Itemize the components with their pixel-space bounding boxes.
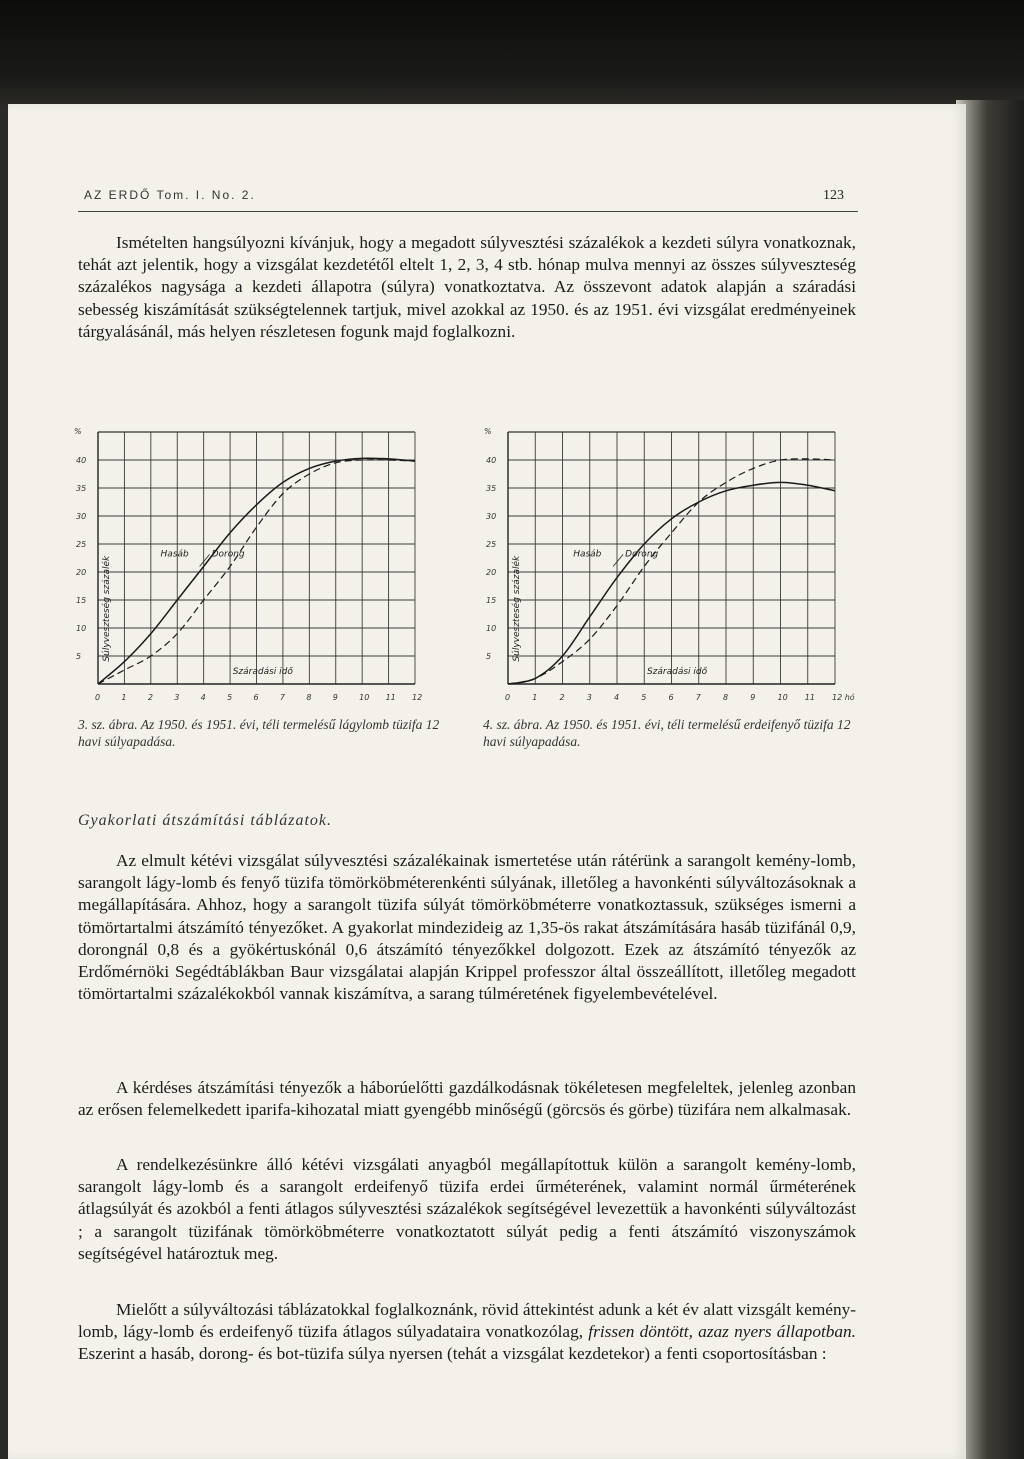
paragraph-5-end: Eszerint a hasáb, dorong- és bot-tüzifa súlya nyersen (tehát a vizsgálat kezdetekor) a fenti csoportosításban : [78, 1344, 827, 1364]
x-tick-label: 3 [174, 693, 180, 702]
x-tick-label: 12 hó [832, 693, 855, 702]
x-tick-label: 10 [777, 693, 788, 702]
y-unit-label: % [74, 427, 82, 436]
y-axis-label: Súlyveszteség százalék [102, 555, 112, 662]
x-axis-label: Száradási idő [646, 666, 708, 677]
x-tick-label: 2 [559, 693, 565, 702]
x-tick-label: 0 [95, 693, 101, 702]
y-tick-label: 15 [76, 596, 87, 605]
x-tick-label: 6 [668, 693, 674, 702]
chart-grid [98, 432, 415, 684]
x-tick-label: 4 [200, 693, 206, 702]
x-tick-label: 9 [332, 693, 338, 702]
paragraph-3: A kérdéses átszámítási tényezők a háborúelőtti gazdálkodásnak tökéletesen megfeleltek, jelenleg azonban az erősen felemelkedett iparifa-kihozatal miatt gyengébb minőségű (görcsös és görbe) tüzifára nem alkalmasak. [78, 1078, 856, 1120]
paragraph-1: Ismételten hangsúlyozni kívánjuk, hogy a megadott súlyvesztési százalékok a kezdeti súlyra vonatkoznak, tehát azt jelentik, hogy a vizsgálat kezdetétől eltelt 1, 2, 3, 4 stb. hónap mulva mennyi az összes súlyveszteség százalékos nagysága a kezdeti állapotra (súlyra) vonatkoztatva. Az összevont adatok alapján a száradási sebesség kiszámítását szükségtelennek tartjuk, mivel azokkal az 1950. és az 1951. évi vizsgálat eredményeinek tárgyalásánál, más helyen részletesen fogunk majd foglalkozni. [78, 233, 856, 341]
dorong-leader-line [613, 554, 623, 566]
figure-4-caption: 4. sz. ábra. Az 1950. és 1951. évi, téli termelésű erdeifenyő tüzifa 12 havi súlyapadása. [483, 717, 851, 749]
series-label-dorong: Dorong [625, 549, 659, 560]
journal-title: AZ ERDŐ Tom. I. No. 2. [84, 188, 256, 202]
y-tick-label: 20 [486, 568, 497, 577]
y-tick-label: 5 [76, 652, 82, 661]
x-tick-label: 8 [306, 693, 312, 702]
x-tick-label: 9 [750, 693, 756, 702]
x-tick-label: 5 [227, 693, 233, 702]
section-heading: Gyakorlati átszámítási táblázatok. [78, 812, 332, 829]
chart-grid [508, 432, 835, 684]
x-tick-label: 11 [385, 693, 396, 702]
x-tick-label: 5 [641, 693, 647, 702]
series-label-dorong: Dorong [211, 549, 245, 560]
figure-3-chart [68, 422, 448, 712]
x-tick-label: 7 [279, 693, 286, 702]
paragraph-5 [78, 1299, 856, 1366]
x-tick-label: 10 [359, 693, 370, 702]
paragraph-2: Az elmult kétévi vizsgálat súlyvesztési százalékainak ismertetése után rátérünk a sarangolt kemény-lomb, sarangolt lágy-lomb és fenyő tüzifa tömörköbméterenkénti súlyának, illetőleg a havonkénti súlyváltozásoknak a megállapítására. Ahhoz, hogy a sarangolt tüzifa súlyát tömörköbméterre vonatkoztassuk, szükséges ismerni a tömörtartalmi átszámító tényezőket. A gyakorlat mindezideig az 1,35-ös rakat átszámítására hasáb tüzifánál 0,9, dorongnál 0,8 és a gyökértuskónál 0,6 átszámító tényezőkkel dolgozott. Ezek az átszámító tényezők az Erdőmérnöki Segédtáblákban Baur vizsgálatai alapján Krippel professzor által összeállított, illetőleg megadott tömörtartalmi százalékokból vannak kiszámítva, a sarang túlméretének figyelembevételével. [78, 851, 856, 1004]
x-tick-label: 12 [412, 693, 423, 702]
x-axis-label: Száradási idő [232, 666, 293, 677]
book-page [8, 104, 966, 1459]
x-tick-label: 11 [804, 693, 815, 702]
paragraph-5-start: Mielőtt a súlyváltozási táblázatokkal foglalkoznánk, rövid áttekintést adunk a két év alatt vizsgált kemény-lomb, lágy-lomb és erdeifenyő tüzifa átlagos súlyadataira vonatkozólag, [78, 1300, 856, 1342]
x-tick-label: 7 [695, 693, 701, 702]
x-tick-label: 8 [723, 693, 729, 702]
x-tick-label: 4 [614, 693, 620, 702]
x-tick-label: 1 [121, 693, 127, 702]
y-tick-label: 40 [76, 456, 87, 465]
x-tick-label: 3 [586, 693, 592, 702]
y-tick-label: 35 [76, 484, 87, 493]
y-tick-label: 15 [486, 596, 497, 605]
figure-4-chart [478, 422, 878, 712]
y-tick-label: 30 [76, 512, 87, 521]
x-tick-label: 2 [147, 693, 153, 702]
header-rule [78, 211, 858, 212]
paragraph-4: A rendelkezésünkre álló kétévi vizsgálati anyagból megállapítottuk külön a sarangolt kemény-lomb, sarangolt lágy-lomb és a sarangolt erdeifenyő tüzifa erdei űrméterének, valamint normál űrméterének átlagsúlyát és azokból a fenti átlagos súlyvesztési százalékok segítségével levezettük a havonkénti súlyváltozást ; a sarangolt tüzifának tömörköbméterre vonatkoztatott súlyát pedig a fenti átszámító viszonyszámok segítségével határoztuk meg. [78, 1155, 856, 1263]
y-tick-label: 25 [486, 540, 497, 549]
series-label-hasab: Hasáb [573, 549, 602, 560]
running-head [84, 188, 856, 202]
y-unit-label: % [484, 427, 492, 436]
x-tick-label: 0 [505, 693, 511, 702]
y-tick-label: 5 [486, 652, 492, 661]
scan-background-top [0, 0, 1024, 110]
y-tick-label: 25 [76, 540, 87, 549]
y-tick-label: 10 [486, 624, 497, 633]
page-number: 123 [823, 188, 844, 203]
x-tick-label: 6 [253, 693, 259, 702]
y-tick-label: 40 [486, 456, 497, 465]
y-axis-label: Súlyveszteség százalék [512, 555, 522, 662]
y-tick-label: 20 [76, 568, 87, 577]
y-tick-label: 30 [486, 512, 497, 521]
x-tick-label: 1 [532, 693, 538, 702]
y-tick-label: 35 [486, 484, 497, 493]
series-label-hasab: Hasáb [160, 549, 189, 560]
book-page-edge [956, 100, 1024, 1459]
paragraph-5-emphasis: frissen döntött, azaz nyers állapotban. [588, 1322, 857, 1342]
figure-3-caption: 3. sz. ábra. Az 1950. és 1951. évi, téli termelésű lágylomb tüzifa 12 havi súlyapadása. [78, 717, 440, 749]
y-tick-label: 10 [76, 624, 87, 633]
